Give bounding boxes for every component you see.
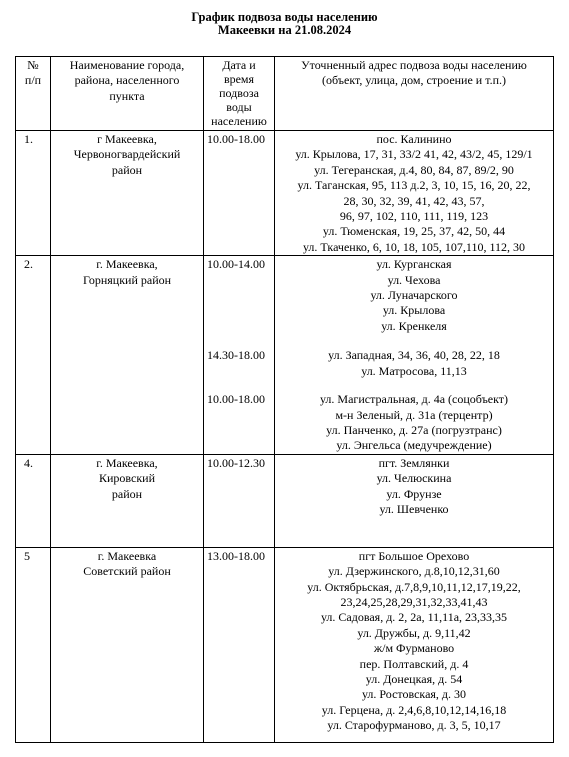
address-line: ул. Челюскина	[376, 471, 452, 486]
address-line: ул. Шевченко	[379, 501, 449, 516]
address-line: ул. Чехова	[387, 272, 441, 287]
address-line: 96, 97, 102, 110, 111, 119, 123	[339, 209, 489, 224]
address-line: ул. Луначарского	[370, 288, 458, 303]
header-text: п/п	[24, 73, 42, 88]
header-text: (объект, улица, дом, строение и т.п.)	[322, 73, 506, 88]
address-line: ул. Фрунзе	[386, 486, 442, 501]
row-number: 5	[16, 547, 51, 742]
address-line: пгт Большое Орехово	[358, 548, 470, 563]
address-line: ул. Энгельса (медучреждение)	[336, 438, 492, 453]
title-line: График подвоза воды населению	[191, 10, 378, 24]
address-line: ул. Крылова	[382, 303, 446, 318]
address-line: ул. Тюменская, 19, 25, 37, 42, 50, 44	[322, 224, 506, 239]
address-line: пгт. Землянки	[378, 455, 450, 470]
address-line: ул. Ростовская, д. 30	[361, 687, 467, 702]
time-slot: 10.00-18.00	[207, 392, 265, 407]
time-slot: 10.00-12.30	[207, 455, 265, 470]
address-line: ул. Панченко, д. 27а (погрузтранс)	[326, 422, 502, 437]
delivery-time	[204, 131, 275, 256]
header-text: Наименование города,	[69, 58, 185, 72]
delivery-time	[204, 454, 275, 547]
city-line: район	[111, 486, 143, 501]
header-text: подвоза	[219, 86, 259, 100]
table-row	[16, 256, 554, 454]
address-line: ул. Таганская, 95, 113 д.2, 3, 10, 15, 16, 20, 22,	[297, 178, 531, 193]
address-line: м-н Зеленый, д. 31а (терцентр)	[335, 407, 493, 422]
row-number: 1.	[16, 131, 51, 256]
address-line: ул. Садовая, д. 2, 2а, 11,11а, 23,33,35	[320, 610, 508, 625]
header-text: воды	[226, 100, 252, 114]
document-title	[0, 11, 569, 37]
address-line: ул. Тегеранская, д.4, 80, 84, 87, 89/2, 90	[314, 162, 514, 177]
address-line: ул. Курганская	[376, 257, 452, 272]
address-line: ул. Старофурманово, д. 3, 5, 10,17	[327, 718, 501, 733]
water-schedule-table	[15, 56, 554, 743]
time-slot: 10.00-14.00	[207, 257, 265, 272]
address-line: пер. Полтавский, д. 4	[359, 656, 469, 671]
city-line: Советский район	[83, 564, 171, 579]
header-text: время	[223, 72, 255, 86]
address-line: ул. Крылова, 17, 31, 33/2 41, 42, 43/2, 45, 129/1	[295, 147, 533, 162]
header-row	[16, 57, 554, 131]
address-line: ул. Ткаченко, 6, 10, 18, 105, 107,110, 112, 30	[302, 239, 526, 254]
title-line: Макеевки на 21.08.2024	[217, 23, 352, 37]
address-line: ул. Дзержинского, д.8,10,12,31,60	[328, 564, 500, 579]
city-line: Горняцкий район	[82, 272, 172, 287]
city-line: г Макеевка,	[97, 132, 157, 146]
delivery-time	[204, 547, 275, 742]
address-line: ул. Кренкеля	[381, 318, 447, 333]
address-line: ж/м Фурманово	[373, 641, 455, 656]
address-line: 28, 30, 32, 39, 41, 42, 43, 57,	[343, 193, 485, 208]
header-text: №	[27, 58, 39, 72]
time-slot: 14.30-18.00	[207, 348, 265, 363]
header-time	[204, 57, 275, 131]
time-slot: 10.00-18.00	[207, 132, 265, 146]
header-city	[51, 57, 204, 131]
address-cell	[275, 547, 554, 742]
city-line: г. Макеевка,	[96, 257, 158, 272]
city-line: г. Макеевка	[97, 548, 157, 563]
table-row	[16, 131, 554, 256]
header-text: района, населенного	[74, 73, 180, 88]
header-num	[16, 57, 51, 131]
row-number: 2.	[16, 256, 51, 454]
table-row	[16, 547, 554, 742]
city-district	[51, 131, 204, 256]
table-row	[16, 454, 554, 547]
header-text: пункта	[109, 88, 145, 103]
time-slot: 13.00-18.00	[207, 548, 265, 563]
city-line: г. Макеевка,	[96, 455, 158, 470]
address-cell	[275, 131, 554, 256]
address-cell	[275, 454, 554, 547]
header-text: населению	[211, 114, 267, 128]
address-cell	[275, 256, 554, 454]
city-line: Кировский	[98, 471, 156, 486]
city-district	[51, 547, 204, 742]
address-line: пос. Калинино	[376, 132, 452, 146]
address-line: ул. Матросова, 11,13	[361, 363, 467, 378]
header-text: Уточненный адрес подвоза воды населению	[301, 58, 527, 72]
address-line: ул. Герцена, д. 2,4,6,8,10,12,14,16,18	[321, 702, 507, 717]
city-line: район	[111, 162, 143, 177]
address-line: ул. Дружбы, д. 9,11,42	[357, 625, 471, 640]
address-line: ул. Октябрьская, д.7,8,9,10,11,12,17,19,22,	[307, 579, 521, 594]
row-number: 4.	[16, 454, 51, 547]
delivery-time	[204, 256, 275, 454]
address-line: ул. Донецкая, д. 54	[365, 671, 463, 686]
address-line: ул. Западная, 34, 36, 40, 28, 22, 18	[328, 348, 500, 363]
city-district	[51, 454, 204, 547]
header-address	[275, 57, 554, 131]
header-text: Дата и	[222, 58, 256, 72]
address-line: ул. Магистральная, д. 4а (соцобъект)	[319, 392, 509, 407]
city-line: Червоногвардейский	[73, 147, 181, 162]
address-line: 23,24,25,28,29,31,32,33,41,43	[340, 594, 488, 609]
city-district	[51, 256, 204, 454]
